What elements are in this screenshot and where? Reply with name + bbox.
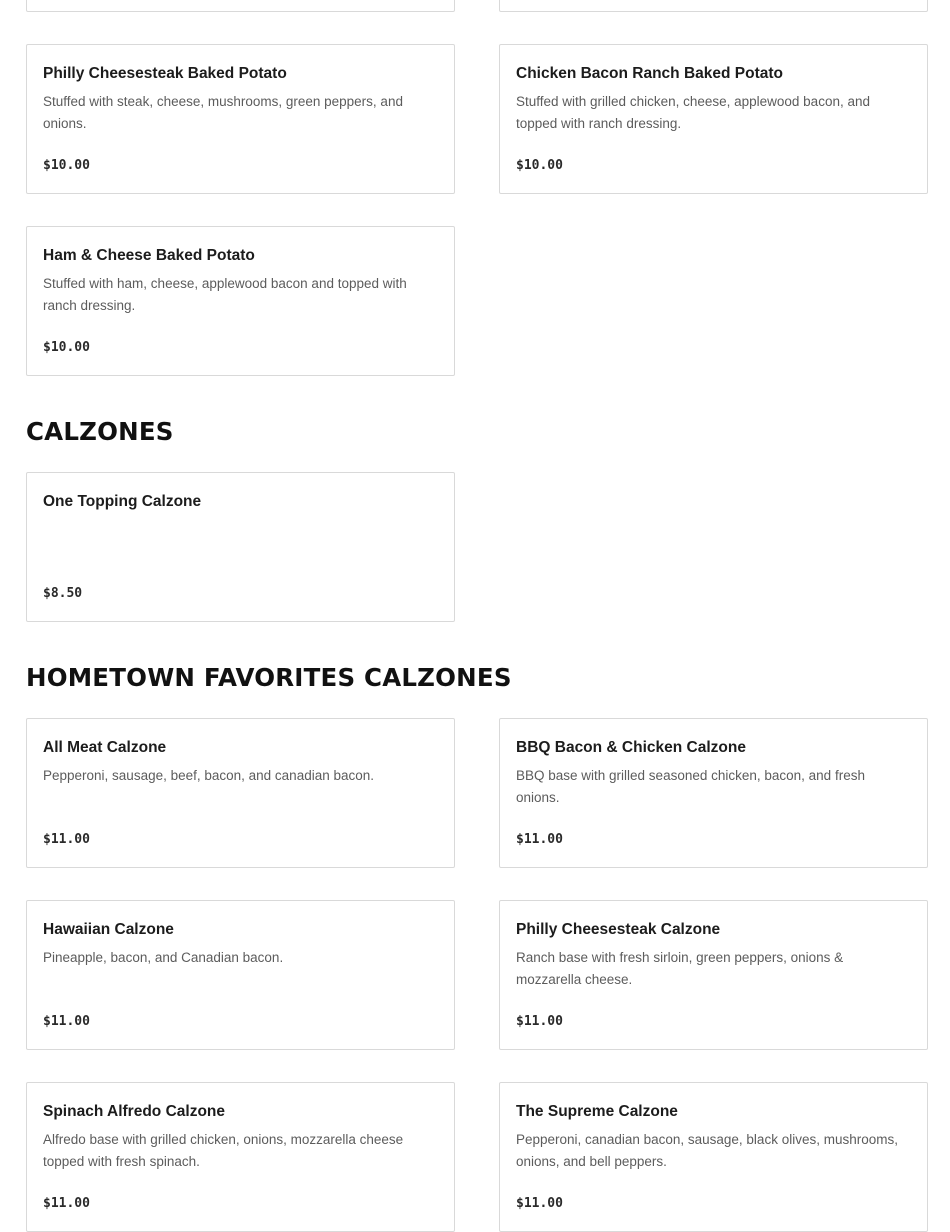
menu-item-card[interactable] bbox=[499, 44, 928, 194]
menu-item-card-partial[interactable] bbox=[26, 0, 455, 12]
menu-item-price: $11.00 bbox=[516, 1196, 563, 1211]
menu-item-price: $10.00 bbox=[43, 158, 90, 173]
menu-item-price: $11.00 bbox=[516, 1014, 563, 1029]
section-title-calzones: CALZONES bbox=[26, 417, 174, 446]
menu-item-price: $11.00 bbox=[43, 1196, 90, 1211]
menu-item-name: Spinach Alfredo Calzone bbox=[43, 1103, 226, 1120]
menu-item-name: Hawaiian Calzone bbox=[43, 921, 174, 938]
menu-item-description: Pepperoni, sausage, beef, bacon, and canadian bacon. bbox=[43, 768, 375, 783]
menu-item-name: Philly Cheesesteak Baked Potato bbox=[43, 65, 287, 82]
section-title-hometown-favorites: HOMETOWN FAVORITES CALZONES bbox=[26, 663, 512, 692]
menu-item-name: Philly Cheesesteak Calzone bbox=[516, 921, 721, 938]
menu-item-description: Alfredo base with grilled chicken, onions, mozzarella cheese topped with fresh spinach. bbox=[43, 1132, 404, 1169]
menu-item-card-partial[interactable] bbox=[499, 0, 928, 12]
menu-item-description: Pepperoni, canadian bacon, sausage, black olives, mushrooms, onions, and bell peppers. bbox=[516, 1132, 898, 1169]
menu-item-description: Stuffed with steak, cheese, mushrooms, green peppers, and onions. bbox=[43, 94, 403, 131]
menu-item-price: $10.00 bbox=[516, 158, 563, 173]
menu-item-name: The Supreme Calzone bbox=[516, 1103, 678, 1120]
menu-item-description: Ranch base with fresh sirloin, green peppers, onions & mozzarella cheese. bbox=[516, 950, 844, 987]
menu-item-price: $11.00 bbox=[43, 1014, 90, 1029]
menu-item-name: All Meat Calzone bbox=[43, 739, 167, 756]
menu-item-card[interactable] bbox=[26, 900, 455, 1050]
menu-item-description: Stuffed with grilled chicken, cheese, applewood bacon, and topped with ranch dressing. bbox=[516, 94, 870, 131]
menu-item-card[interactable] bbox=[499, 718, 928, 868]
menu-item-card[interactable] bbox=[26, 718, 455, 868]
menu-item-description bbox=[43, 519, 438, 563]
menu-item-price: $11.00 bbox=[516, 832, 563, 847]
menu-item-name: BBQ Bacon & Chicken Calzone bbox=[516, 739, 746, 756]
menu-item-name: One Topping Calzone bbox=[43, 493, 202, 510]
menu-item-price: $8.50 bbox=[43, 586, 83, 601]
menu-item-description: Pineapple, bacon, and Canadian bacon. bbox=[43, 950, 284, 965]
menu-item-price: $10.00 bbox=[43, 340, 90, 355]
menu-item-name: Chicken Bacon Ranch Baked Potato bbox=[516, 65, 784, 82]
menu-item-card[interactable] bbox=[26, 226, 455, 376]
menu-item-card[interactable] bbox=[499, 900, 928, 1050]
menu-item-card[interactable] bbox=[26, 44, 455, 194]
menu-item-card[interactable] bbox=[26, 472, 455, 622]
menu-item-description: Stuffed with ham, cheese, applewood bacon and topped with ranch dressing. bbox=[43, 276, 407, 313]
menu-item-card[interactable] bbox=[499, 1082, 928, 1232]
menu-item-name: Ham & Cheese Baked Potato bbox=[43, 247, 255, 264]
menu-item-description: BBQ base with grilled seasoned chicken, bacon, and fresh onions. bbox=[516, 768, 865, 805]
menu-item-price: $11.00 bbox=[43, 832, 90, 847]
menu-item-card[interactable] bbox=[26, 1082, 455, 1232]
